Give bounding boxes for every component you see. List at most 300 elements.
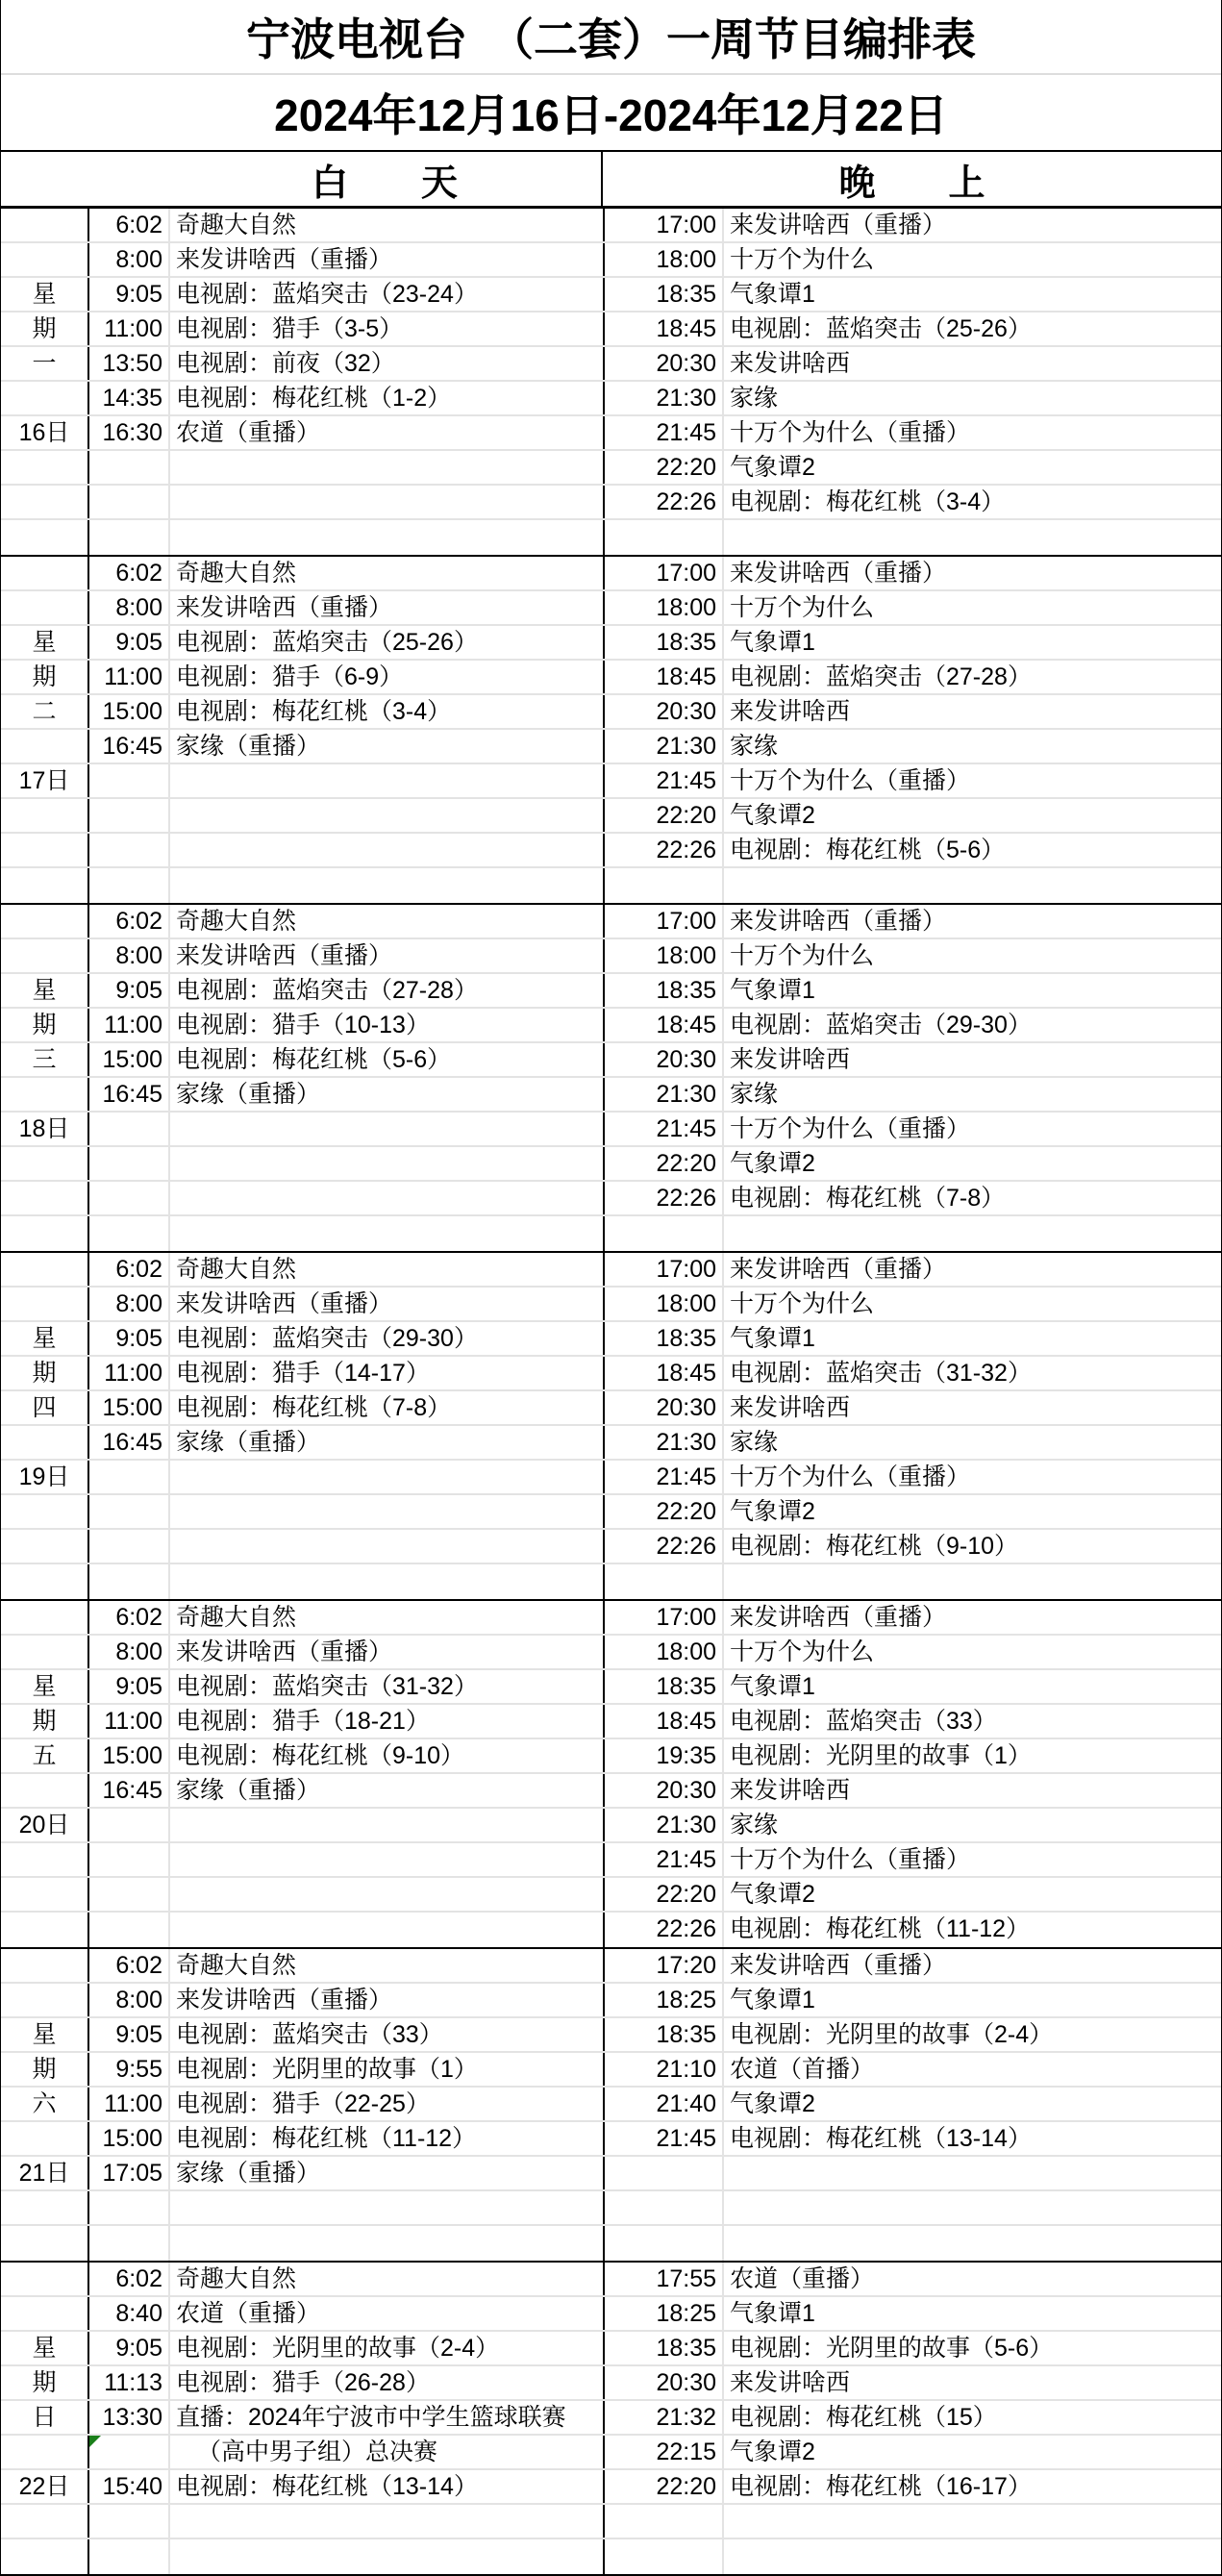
day-program: 家缘（重播） — [170, 730, 605, 763]
day-program — [170, 2505, 605, 2538]
evening-time — [605, 1564, 724, 1599]
evening-program: 气象谭1 — [730, 977, 815, 1004]
day-time: 9:05 — [89, 278, 170, 311]
day-program — [170, 834, 605, 866]
table-row — [1, 939, 1221, 974]
evening-program: 气象谭2 — [730, 802, 815, 829]
day-label: 16日 — [1, 416, 89, 449]
evening-program: 电视剧：梅花红桃（16-17） — [730, 2473, 1032, 2500]
day-program: 电视剧：猎手（14-17） — [170, 1357, 605, 1389]
day-block — [1, 1601, 1221, 1949]
day-label: 18日 — [1, 1113, 89, 1145]
evening-time: 19:35 — [605, 1739, 724, 1772]
evening-time: 20:30 — [605, 1043, 724, 1076]
table-row — [1, 626, 1221, 661]
day-time: 6:02 — [89, 557, 170, 589]
day-label: 星 — [1, 2332, 89, 2364]
day-label — [1, 1564, 89, 1599]
table-row — [1, 591, 1221, 626]
day-time: 8:00 — [89, 1636, 170, 1668]
table-row — [1, 2436, 1221, 2470]
day-program: 奇趣大自然 — [170, 557, 605, 589]
evening-time: 21:30 — [605, 382, 724, 414]
table-row — [1, 730, 1221, 764]
evening-time: 18:00 — [605, 243, 724, 276]
day-label — [1, 2539, 89, 2574]
evening-time: 21:45 — [605, 1461, 724, 1493]
table-row — [1, 1216, 1221, 1251]
day-time: 14:35 — [89, 382, 170, 414]
day-label — [1, 591, 89, 624]
evening-time: 18:35 — [605, 626, 724, 659]
day-time: 6:02 — [89, 1601, 170, 1634]
day-time: 9:55 — [89, 2053, 170, 2086]
day-time: 8:00 — [89, 939, 170, 972]
day-time — [89, 1809, 170, 1841]
day-time: 9:05 — [89, 974, 170, 1007]
day-program — [170, 1564, 605, 1599]
day-program: 家缘（重播） — [170, 2157, 605, 2189]
table-row — [1, 868, 1221, 903]
table-row — [1, 1426, 1221, 1461]
evening-time: 22:20 — [605, 1878, 724, 1911]
day-label: 期 — [1, 2366, 89, 2399]
table-row — [1, 1147, 1221, 1182]
evening-time: 18:45 — [605, 661, 724, 693]
day-label — [1, 1984, 89, 2016]
table-row — [1, 520, 1221, 555]
table-row — [1, 1636, 1221, 1670]
table-row — [1, 764, 1221, 799]
day-label: 21日 — [1, 2157, 89, 2189]
table-row — [1, 2263, 1221, 2297]
table-row — [1, 2366, 1221, 2401]
evening-time: 22:26 — [605, 1530, 724, 1563]
evening-program: 气象谭1 — [730, 629, 815, 656]
day-label: 星 — [1, 974, 89, 1007]
day-label — [1, 905, 89, 938]
table-row — [1, 974, 1221, 1009]
day-label — [1, 1843, 89, 1876]
table-row — [1, 382, 1221, 416]
day-time: 9:05 — [89, 2018, 170, 2051]
day-label — [1, 1426, 89, 1459]
table-row — [1, 2191, 1221, 2226]
evening-time: 21:30 — [605, 1426, 724, 1459]
day-program: 电视剧：梅花红桃（11-12） — [170, 2122, 605, 2155]
day-program: 农道（重播） — [170, 416, 605, 449]
evening-program: 十万个为什么（重播） — [730, 419, 971, 446]
evening-program: 气象谭1 — [730, 1987, 815, 2013]
table-row — [1, 905, 1221, 939]
day-label — [1, 1949, 89, 1982]
day-time: 11:00 — [89, 1009, 170, 1041]
table-row — [1, 2332, 1221, 2366]
day-program — [170, 1530, 605, 1563]
evening-program: 十万个为什么（重播） — [730, 1846, 971, 1873]
day-time: 11:00 — [89, 2088, 170, 2120]
day-time: 11:13 — [89, 2366, 170, 2399]
day-time: 8:00 — [89, 1288, 170, 1320]
evening-time: 22:26 — [605, 486, 724, 518]
day-label — [1, 451, 89, 484]
day-time — [89, 1843, 170, 1876]
table-row — [1, 1739, 1221, 1774]
day-program — [170, 2191, 605, 2224]
table-row — [1, 2053, 1221, 2088]
day-time: 15:00 — [89, 695, 170, 728]
evening-program: 十万个为什么（重播） — [730, 1463, 971, 1490]
day-label — [1, 868, 89, 903]
evening-program: 电视剧：梅花红桃（13-14） — [730, 2125, 1032, 2152]
day-program: 来发讲啥西（重播） — [170, 591, 605, 624]
daytime-header: 白 天 — [168, 152, 603, 206]
day-program: 电视剧：猎手（26-28） — [170, 2366, 605, 2399]
evening-program: 十万个为什么 — [730, 942, 875, 969]
evening-program: 电视剧：蓝焰突击（27-28） — [730, 663, 1032, 690]
day-program: 家缘（重播） — [170, 1426, 605, 1459]
evening-time: 22:20 — [605, 2470, 724, 2503]
evening-program: 家缘 — [730, 1429, 779, 1456]
day-program — [170, 1216, 605, 1251]
evening-program: 十万个为什么 — [730, 1638, 875, 1665]
day-block — [1, 2263, 1221, 2576]
day-time: 11:00 — [89, 313, 170, 345]
day-program: 奇趣大自然 — [170, 1949, 605, 1982]
day-program — [170, 1495, 605, 1528]
day-label — [1, 1774, 89, 1807]
day-block — [1, 1949, 1221, 2263]
day-time: 11:00 — [89, 1705, 170, 1738]
day-time — [89, 451, 170, 484]
day-program: 电视剧：前夜（32） — [170, 347, 605, 380]
day-label: 期 — [1, 1357, 89, 1389]
evening-program: 十万个为什么（重播） — [730, 1115, 971, 1142]
evening-program — [724, 2191, 1221, 2224]
day-time: 11:00 — [89, 661, 170, 693]
evening-time: 17:00 — [605, 905, 724, 938]
evening-time: 18:35 — [605, 1322, 724, 1355]
evening-time: 18:00 — [605, 1636, 724, 1668]
day-program: 电视剧：蓝焰突击（29-30） — [170, 1322, 605, 1355]
day-program: 电视剧：梅花红桃（3-4） — [170, 695, 605, 728]
page-title: 宁波电视台 （二套）一周节目编排表 — [1, 0, 1221, 75]
table-row — [1, 1984, 1221, 2018]
evening-program — [724, 1564, 1221, 1599]
day-time — [89, 1182, 170, 1214]
table-row — [1, 451, 1221, 486]
day-label: 期 — [1, 313, 89, 345]
day-time: 9:05 — [89, 1322, 170, 1355]
evening-program: 来发讲啥西（重播） — [730, 1604, 947, 1631]
day-program: （高中男子组）总决赛 — [170, 2436, 605, 2468]
day-label — [1, 939, 89, 972]
table-row — [1, 1564, 1221, 1599]
table-row — [1, 1113, 1221, 1147]
day-label: 星 — [1, 626, 89, 659]
day-program — [170, 2226, 605, 2261]
day-program: 电视剧：蓝焰突击（31-32） — [170, 1670, 605, 1703]
evening-program: 来发讲啥西 — [730, 698, 851, 725]
day-time: 13:30 — [89, 2401, 170, 2434]
evening-program: 十万个为什么 — [730, 246, 875, 273]
day-label — [1, 1253, 89, 1286]
evening-program: 来发讲啥西 — [730, 1046, 851, 1073]
day-label: 20日 — [1, 1809, 89, 1841]
table-row — [1, 834, 1221, 868]
day-label — [1, 243, 89, 276]
evening-program: 来发讲啥西 — [730, 2369, 851, 2396]
day-label — [1, 1182, 89, 1214]
day-time — [89, 1113, 170, 1145]
day-label — [1, 834, 89, 866]
day-time — [89, 1216, 170, 1251]
evening-program: 电视剧：梅花红桃（5-6） — [730, 837, 1006, 863]
evening-time: 18:45 — [605, 1705, 724, 1738]
evening-time: 17:00 — [605, 1253, 724, 1286]
day-time — [89, 2191, 170, 2224]
day-label: 期 — [1, 2053, 89, 2086]
day-program — [170, 451, 605, 484]
day-time — [89, 1530, 170, 1563]
day-program: 电视剧：猎手（18-21） — [170, 1705, 605, 1738]
day-program: 来发讲啥西（重播） — [170, 1984, 605, 2016]
day-program: 电视剧：梅花红桃（9-10） — [170, 1739, 605, 1772]
day-time — [89, 520, 170, 555]
day-program — [170, 799, 605, 832]
day-time — [89, 1878, 170, 1911]
day-program: 奇趣大自然 — [170, 1253, 605, 1286]
day-program — [170, 1113, 605, 1145]
evening-program: 电视剧：蓝焰突击（29-30） — [730, 1012, 1032, 1038]
day-program — [170, 520, 605, 555]
day-time — [89, 764, 170, 797]
day-time: 16:45 — [89, 1774, 170, 1807]
day-label — [1, 799, 89, 832]
evening-program — [724, 2505, 1221, 2538]
day-label: 17日 — [1, 764, 89, 797]
day-time — [89, 2226, 170, 2261]
evening-time: 17:00 — [605, 209, 724, 241]
evening-program: 电视剧：梅花红桃（9-10） — [730, 1533, 1019, 1560]
day-label: 期 — [1, 661, 89, 693]
evening-time — [605, 2539, 724, 2574]
evening-time: 17:55 — [605, 2263, 724, 2295]
day-label: 三 — [1, 1043, 89, 1076]
day-program — [170, 2539, 605, 2574]
day-time: 16:45 — [89, 1426, 170, 1459]
day-program — [170, 1147, 605, 1180]
table-row — [1, 486, 1221, 520]
evening-program: 来发讲啥西 — [730, 1777, 851, 1804]
table-row — [1, 347, 1221, 382]
table-row — [1, 1774, 1221, 1809]
table-row — [1, 1253, 1221, 1288]
day-label: 22日 — [1, 2470, 89, 2503]
day-label: 一 — [1, 347, 89, 380]
day-program — [170, 486, 605, 518]
evening-program — [724, 868, 1221, 903]
day-program: 来发讲啥西（重播） — [170, 243, 605, 276]
table-row — [1, 557, 1221, 591]
day-label: 星 — [1, 278, 89, 311]
day-program: 电视剧：梅花红桃（1-2） — [170, 382, 605, 414]
evening-program: 气象谭1 — [730, 2300, 815, 2327]
day-program: 电视剧：蓝焰突击（25-26） — [170, 626, 605, 659]
day-time — [89, 2539, 170, 2574]
day-label: 六 — [1, 2088, 89, 2120]
table-row — [1, 1182, 1221, 1216]
day-block — [1, 557, 1221, 905]
day-time — [89, 2505, 170, 2538]
evening-time: 17:20 — [605, 1949, 724, 1982]
table-row — [1, 209, 1221, 243]
evening-program: 十万个为什么（重播） — [730, 767, 971, 794]
day-label — [1, 2436, 89, 2468]
day-time: 13:50 — [89, 347, 170, 380]
day-block — [1, 1253, 1221, 1601]
day-program: 电视剧：梅花红桃（5-6） — [170, 1043, 605, 1076]
day-time — [89, 868, 170, 903]
evening-time — [605, 1216, 724, 1251]
day-time — [89, 799, 170, 832]
evening-time: 18:00 — [605, 1288, 724, 1320]
comment-marker-icon[interactable] — [89, 2436, 101, 2447]
day-program: 农道（重播） — [170, 2297, 605, 2330]
day-label — [1, 1495, 89, 1528]
day-label — [1, 1878, 89, 1911]
evening-time: 18:45 — [605, 1009, 724, 1041]
day-label — [1, 209, 89, 241]
table-row — [1, 1913, 1221, 1947]
day-label: 二 — [1, 695, 89, 728]
evening-program: 来发讲啥西（重播） — [730, 1256, 947, 1283]
day-time — [89, 1461, 170, 1493]
evening-program: 电视剧：光阴里的故事（2-4） — [730, 2021, 1054, 2048]
evening-time: 21:30 — [605, 730, 724, 763]
evening-program: 气象谭1 — [730, 1325, 815, 1352]
evening-program: 电视剧：光阴里的故事（1） — [730, 1742, 1032, 1769]
day-program: 电视剧：光阴里的故事（1） — [170, 2053, 605, 2086]
table-row — [1, 2401, 1221, 2436]
day-time: 11:00 — [89, 1357, 170, 1389]
day-label: 19日 — [1, 1461, 89, 1493]
evening-program: 气象谭1 — [730, 281, 815, 308]
evening-time: 18:35 — [605, 2332, 724, 2364]
day-label — [1, 2297, 89, 2330]
day-time: 15:00 — [89, 1043, 170, 1076]
day-time: 16:45 — [89, 1078, 170, 1111]
evening-program: 电视剧：蓝焰突击（31-32） — [730, 1360, 1032, 1387]
table-row — [1, 1809, 1221, 1843]
day-program — [170, 1182, 605, 1214]
day-program — [170, 1913, 605, 1947]
day-program: 电视剧：蓝焰突击（23-24） — [170, 278, 605, 311]
day-time: 16:30 — [89, 416, 170, 449]
evening-program: 农道（首播） — [730, 2056, 875, 2083]
evening-time: 18:00 — [605, 939, 724, 972]
evening-time — [605, 2505, 724, 2538]
day-label — [1, 1601, 89, 1634]
evening-time: 18:25 — [605, 1984, 724, 2016]
day-program — [170, 868, 605, 903]
day-program — [170, 1878, 605, 1911]
evening-time: 18:45 — [605, 1357, 724, 1389]
evening-program: 电视剧：梅花红桃（11-12） — [730, 1915, 1031, 1942]
evening-time: 21:45 — [605, 1843, 724, 1876]
evening-time: 22:26 — [605, 1913, 724, 1947]
day-time — [89, 1147, 170, 1180]
day-program: 电视剧：光阴里的故事（2-4） — [170, 2332, 605, 2364]
evening-time: 21:10 — [605, 2053, 724, 2086]
evening-time: 18:35 — [605, 2018, 724, 2051]
day-label — [1, 2226, 89, 2261]
evening-program: 来发讲啥西 — [730, 350, 851, 377]
day-time — [89, 1495, 170, 1528]
evening-program — [724, 2539, 1221, 2574]
day-time: 15:00 — [89, 1391, 170, 1424]
day-label — [1, 2505, 89, 2538]
day-label: 日 — [1, 2401, 89, 2434]
day-program: 来发讲啥西（重播） — [170, 939, 605, 972]
day-label — [1, 1216, 89, 1251]
day-block — [1, 905, 1221, 1253]
evening-program: 电视剧：光阴里的故事（5-6） — [730, 2335, 1054, 2362]
evening-time: 22:20 — [605, 451, 724, 484]
day-label — [1, 557, 89, 589]
evening-program — [724, 1216, 1221, 1251]
evening-program: 气象谭2 — [730, 454, 815, 481]
day-program: 电视剧：猎手（6-9） — [170, 661, 605, 693]
day-program: 来发讲啥西（重播） — [170, 1636, 605, 1668]
table-row — [1, 1391, 1221, 1426]
day-time: 9:05 — [89, 1670, 170, 1703]
table-row — [1, 1357, 1221, 1391]
day-time: 15:40 — [89, 2470, 170, 2503]
table-row — [1, 416, 1221, 451]
evening-program: 电视剧：梅花红桃（7-8） — [730, 1185, 1006, 1212]
day-label — [1, 1913, 89, 1947]
day-time — [89, 1564, 170, 1599]
day-program: 家缘（重播） — [170, 1078, 605, 1111]
day-program: 电视剧：蓝焰突击（33） — [170, 2018, 605, 2051]
day-block — [1, 209, 1221, 557]
evening-time — [605, 2226, 724, 2261]
table-row — [1, 2226, 1221, 2261]
day-label — [1, 1147, 89, 1180]
date-range: 2024年12月16日-2024年12月22日 — [1, 75, 1221, 152]
evening-program: 电视剧：蓝焰突击（33） — [730, 1708, 997, 1735]
day-label: 星 — [1, 2018, 89, 2051]
day-time: 8:00 — [89, 243, 170, 276]
day-program: 奇趣大自然 — [170, 2263, 605, 2295]
evening-program: 电视剧：梅花红桃（15） — [730, 2404, 997, 2431]
evening-program: 农道（重播） — [730, 2265, 875, 2292]
day-program: 来发讲啥西（重播） — [170, 1288, 605, 1320]
day-time: 6:02 — [89, 905, 170, 938]
column-header-row — [1, 152, 1221, 209]
day-time: 9:05 — [89, 2332, 170, 2364]
evening-time: 18:00 — [605, 591, 724, 624]
day-column-header — [1, 152, 87, 206]
evening-time: 18:35 — [605, 974, 724, 1007]
day-program: 电视剧：蓝焰突击（27-28） — [170, 974, 605, 1007]
evening-time: 18:35 — [605, 278, 724, 311]
evening-time: 18:35 — [605, 1670, 724, 1703]
table-row — [1, 1878, 1221, 1913]
day-label — [1, 1078, 89, 1111]
table-row — [1, 1495, 1221, 1530]
